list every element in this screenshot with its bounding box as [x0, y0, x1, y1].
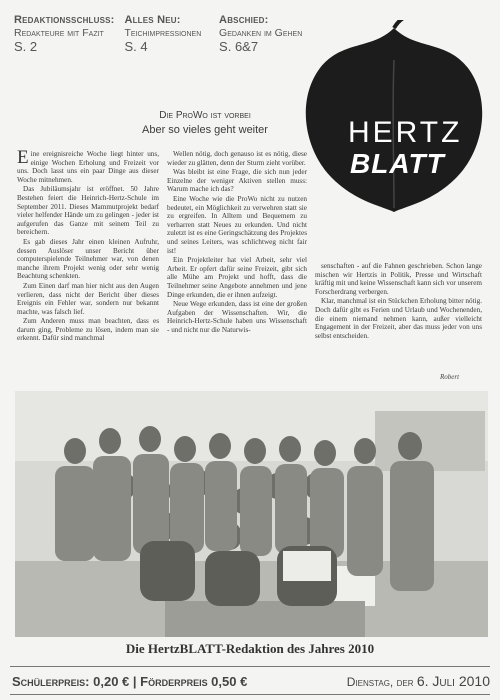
article-column-1	[17, 147, 159, 344]
date-prefix: Dienstag, der	[346, 675, 414, 689]
date-main: 6. Juli 2010	[416, 673, 490, 689]
teaser-subtitle: Teichimpressionen	[124, 26, 202, 39]
teaser-kicker: Alles Neu:	[124, 14, 181, 26]
article-subtitle: Aber so vieles geht weiter	[142, 124, 268, 136]
author-signature: Robert	[440, 373, 460, 381]
issue-date	[347, 673, 490, 689]
paragraph: Es gab dieses Jahr einen kleinen Aufruhr, dessen Auslöser unser Bericht über computerspielende Teilnehmer war, von denen manche ihrem Projekt wenig oder sehr wenig Beachtung schenkten.	[17, 237, 159, 281]
teaser-page: S. 6&7	[219, 38, 259, 54]
group-photo	[15, 391, 488, 637]
teaser[interactable]	[14, 14, 118, 55]
paragraph: Eine ereignisreiche Woche liegt hinter uns, einige Wochen Erholung und Freizeit vor uns. Doch lasst uns ein paar Dinge aus dieser Woche mitnehmen.	[17, 147, 159, 184]
logo-blatt: BLATT	[350, 148, 445, 179]
paragraph: Zum Anderen muss man beachten, dass es darum ging, Probleme zu lösen, indem man sie erkennt. Dafür sind manchmal	[17, 317, 159, 343]
article-column-2	[167, 150, 307, 335]
logo-hertz: HERTZ	[348, 116, 463, 149]
teaser-kicker: Redaktionsschluss:	[14, 14, 115, 26]
teaser-page: S. 4	[124, 38, 148, 54]
price-info: Schülerpreis: 0,20 € | Förderpreis 0,50 €	[12, 673, 248, 689]
paragraph: Das Jubiläumsjahr ist eröffnet. 50 Jahre Bestehen feiert die Heinrich-Hertz-Schule im September 2011. Dieses Mammutprojekt bedarf vieler helfender Hände um zu gelingen - jeder ist aufgerufen das Ganze mit seinem Teil zu bereichern.	[17, 185, 159, 237]
header-teasers	[14, 14, 314, 55]
paragraph: senschaften - auf die Fahnen geschrieben. Schon lange mischen wir Hertzis in Politik, Presse und Wirtschaft kräftig mit und keine Wissenschaft kann sich vor unserem Forscherdrang verbergen.	[315, 262, 482, 296]
footer-rule-top	[10, 666, 490, 667]
footer-rule-bottom	[10, 694, 490, 695]
teaser-kicker: Abschied:	[219, 14, 269, 26]
article-column-3	[315, 262, 482, 341]
paragraph: Zum Einen darf man hier nicht aus den Augen verlieren, dass nicht der Bericht über dieses Ereignis ein Fehler war, sondern nur bekannt machte, was falsch lief.	[17, 281, 159, 316]
paragraph: Neue Wege erkunden, dass ist eine der großen Aufgaben der Wissenschaften. Wir, die Heinrich-Hertz-Schule haben uns Wissenschaft - und nicht nur die Naturwis-	[167, 300, 307, 334]
teaser-page: S. 2	[14, 38, 38, 54]
paragraph: Ein Projektleiter hat viel Arbeit, sehr viel Arbeit. Er opfert dafür seine Freizeit, gibt sich alle Mühe am Projekt und hofft, dass die Teilnehmer seine Angebote annehmen und jene Dinge erkunden, die er ihnen aufzeigt.	[167, 256, 307, 299]
paragraph: Klar, manchmal ist ein Stückchen Erholung bitter nötig. Doch dafür gibt es Ferien und Urlaub und Wochenenden, die einem niemand nehmen kann, außer vielleicht Engagement in der Freizeit, aber das muss jeder von uns selbst entscheiden.	[315, 297, 482, 340]
paragraph: Wellen nötig, doch genauso ist es nötig, diese wieder zu glätten, denn der Sturm zieht vorüber.	[167, 150, 307, 167]
footer-bar	[12, 670, 490, 692]
article-headline	[80, 110, 330, 136]
article-title: Die ProWo ist vorbei	[159, 110, 251, 121]
photo-caption: Die HertzBLATT-Redaktion des Jahres 2010	[125, 641, 375, 656]
teaser-subtitle: Redakteure mit Fazit	[14, 26, 104, 39]
teaser-subtitle: Gedanken im Gehen	[219, 26, 303, 39]
paragraph: Was bleibt ist eine Frage, die sich nun jeder Einzelne der weniger Aktiven stellen muss: Warum mache ich das?	[167, 168, 307, 194]
teaser[interactable]	[124, 14, 213, 55]
paragraph: Eine Woche wie die ProWo nicht zu nutzen bedeutet, ein Möglichkeit zu verwehren statt sie zu ergreifen. In Alltem und Bequemem zu verharren statt Neues zu erkunden. Und nicht zuletzt ist es eine Geringschätzung des Projektes und seines Leiters, was schlichtweg nicht fair ist!	[167, 194, 307, 255]
